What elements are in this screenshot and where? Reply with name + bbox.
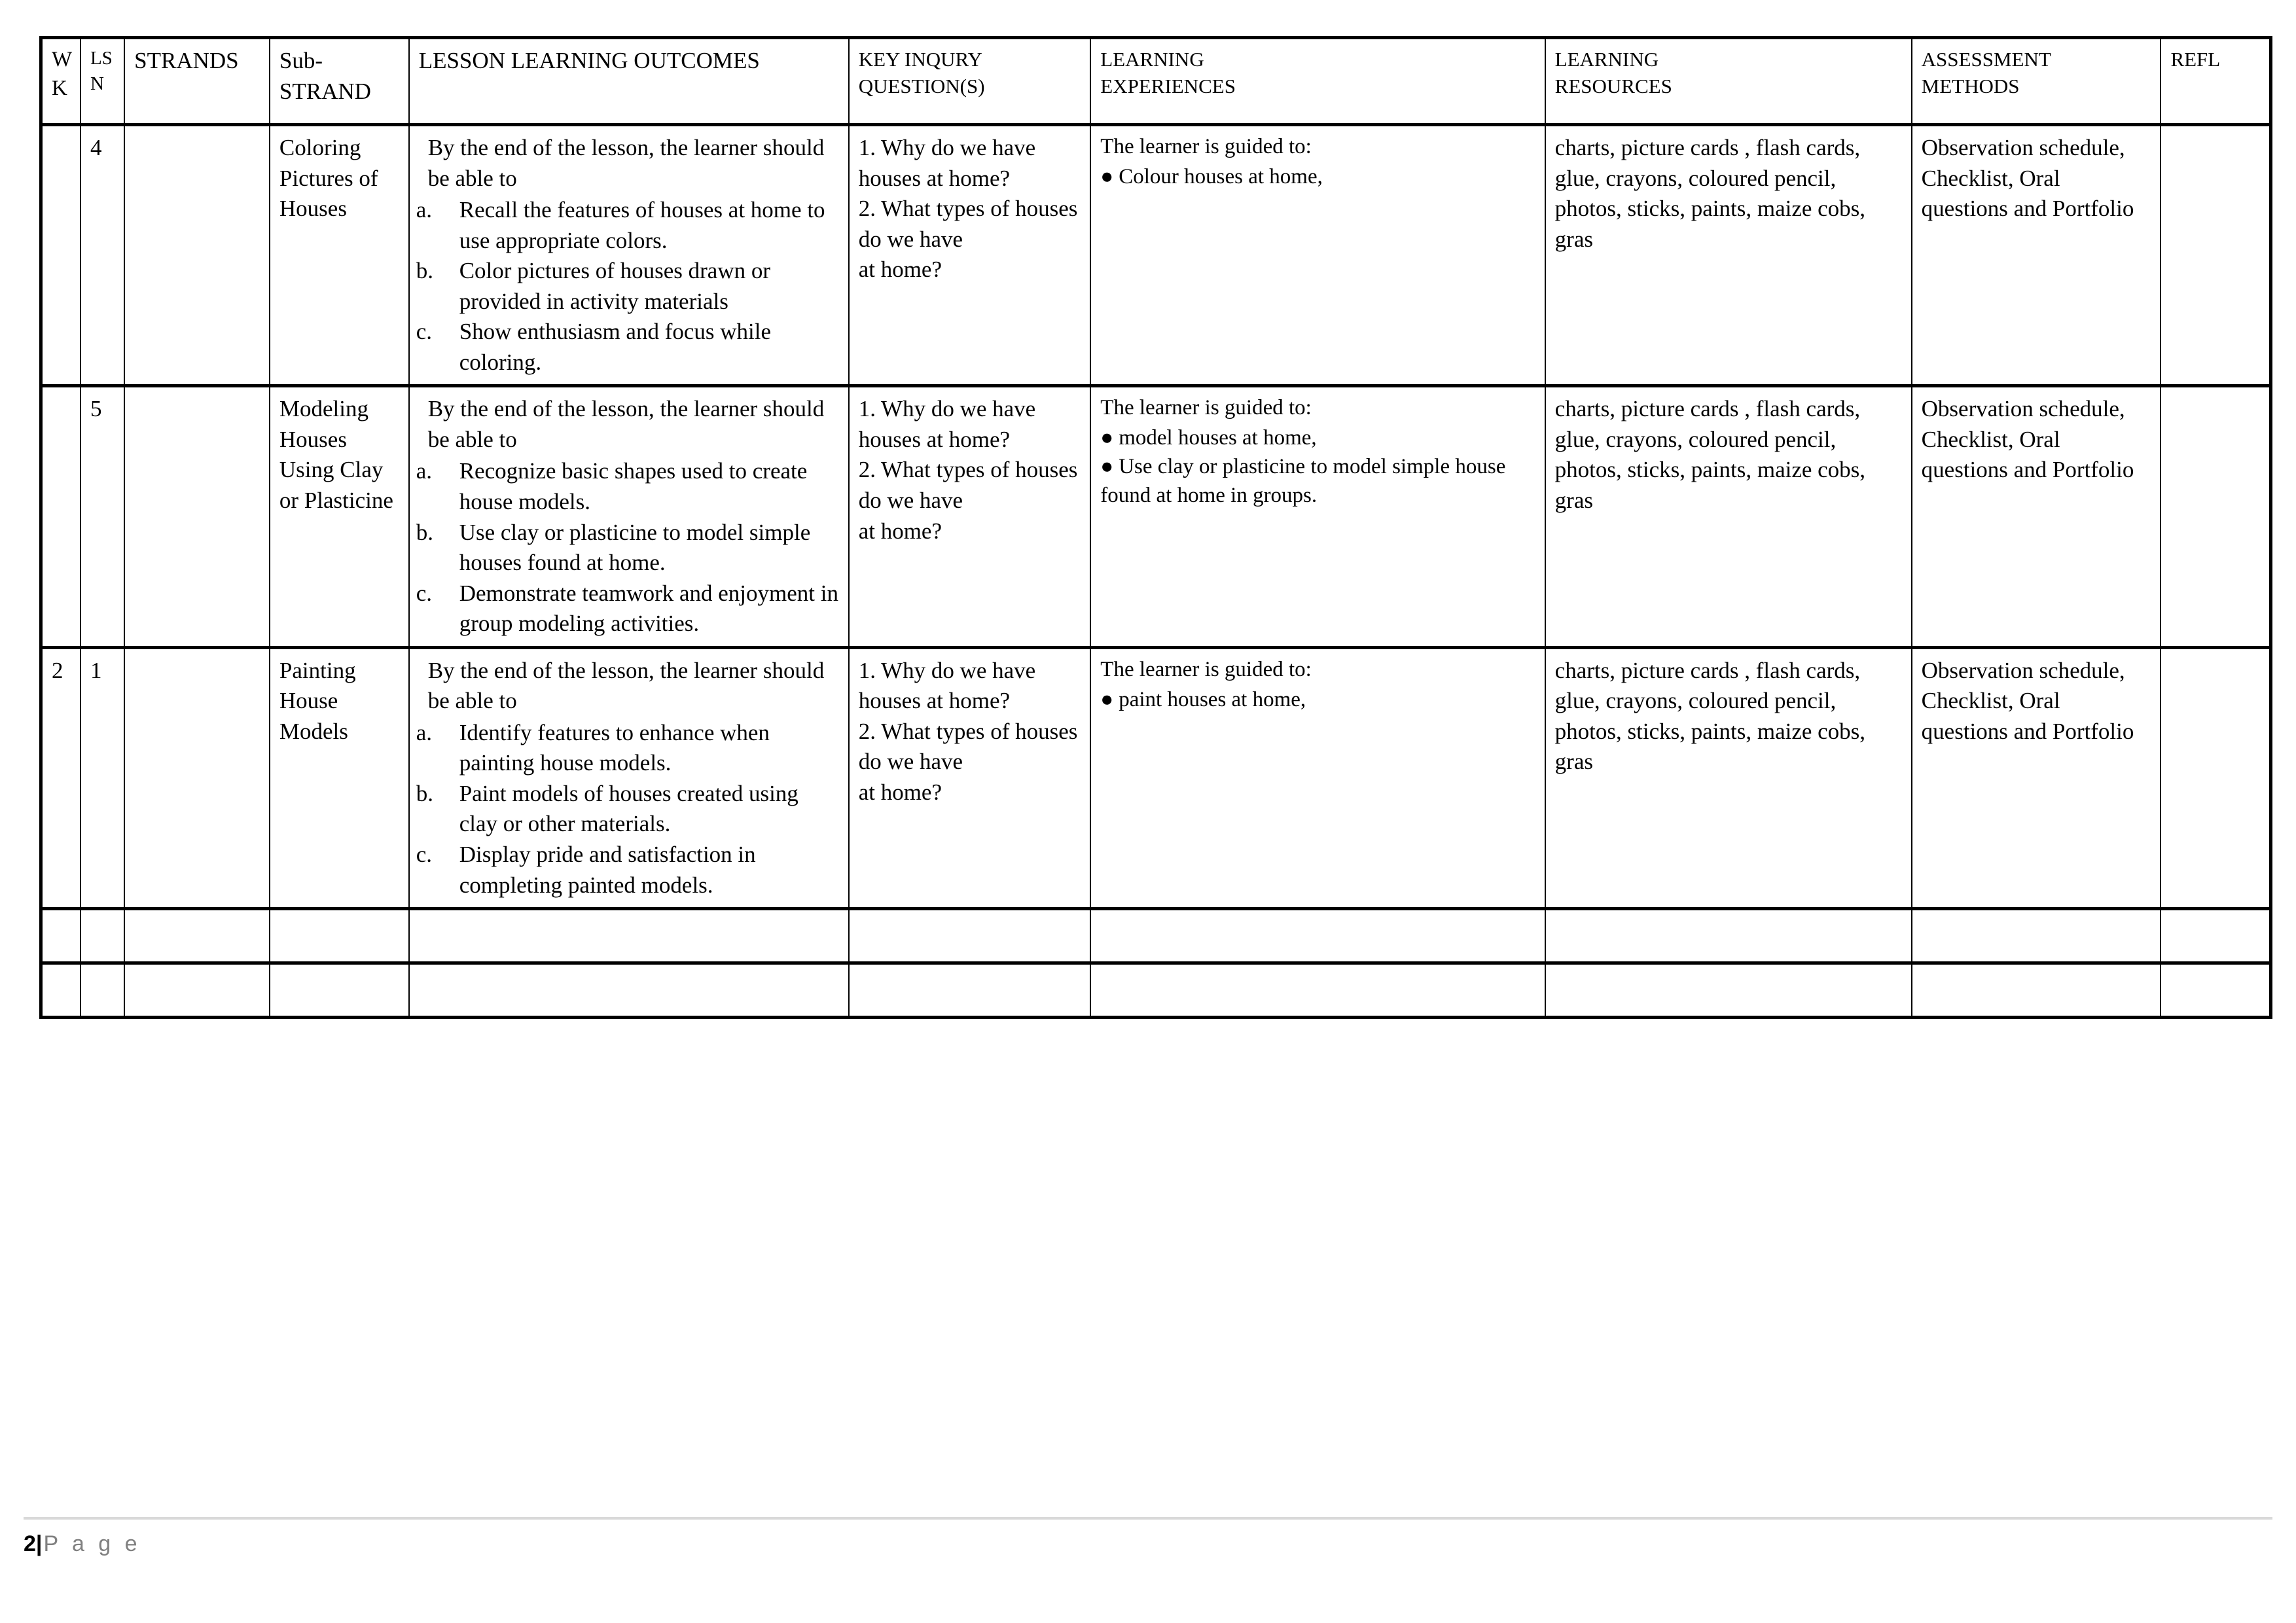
outcome-text: Recognize basic shapes used to create house models. (459, 458, 808, 515)
bullet-icon: ● (1100, 164, 1114, 188)
outcome-text: Identify features to enhance when painting house models. (459, 719, 770, 776)
outcomes-list (416, 456, 840, 639)
cell-empty (124, 963, 270, 1018)
header-exp-line1: LEARNING (1100, 48, 1204, 71)
cell-key-inquiry-questions (849, 647, 1091, 908)
cell-week (41, 125, 81, 386)
outcome-text: Color pictures of houses drawn or provided in activity materials (459, 258, 771, 314)
experience-item (1100, 424, 1536, 453)
assessment-methods-text: Observation schedule, Checklist, Oral questions and Portfolio (1921, 135, 2134, 222)
outcomes-intro: By the end of the lesson, the learner should be able to (427, 657, 825, 714)
cell-empty (41, 909, 81, 963)
cell-empty (1545, 963, 1912, 1018)
sub-strand-text: Painting House Models (279, 657, 356, 744)
header-lesson-learning-outcomes: LESSON LEARNING OUTCOMES (409, 38, 849, 125)
table-row (41, 125, 2271, 386)
table-body (41, 125, 2271, 1018)
outcome-item (416, 256, 840, 317)
table-row (41, 386, 2271, 647)
header-key-inquiry-questions (849, 38, 1091, 125)
outcomes-intro: By the end of the lesson, the learner should be able to (427, 396, 825, 452)
header-row (41, 38, 2271, 125)
header-res-line1: LEARNING (1554, 48, 1659, 71)
cell-empty (124, 909, 270, 963)
experience-item (1100, 453, 1536, 510)
bullet-icon: ● (1100, 426, 1114, 450)
outcome-text: Paint models of houses created using clay or other materials. (459, 780, 798, 837)
outcome-text: Recall the features of houses at home to use appropriate colors. (459, 197, 825, 253)
cell-empty (81, 963, 124, 1018)
page-footer (24, 1531, 141, 1557)
key-inquiry-question: at home? (858, 518, 942, 544)
cell-lesson-number: 5 (81, 386, 124, 647)
header-exp-line2: EXPERIENCES (1100, 75, 1236, 98)
header-lsn-line1: LS (90, 48, 113, 69)
outcome-text: Use clay or plasticine to model simple houses found at home. (459, 519, 811, 576)
key-inquiry-question: 2. What types of houses do we have (858, 718, 1078, 775)
scheme-of-work-table (39, 36, 2272, 1019)
assessment-methods-text: Observation schedule, Checklist, Oral questions and Portfolio (1921, 396, 2134, 483)
outcome-item (416, 579, 840, 639)
cell-learning-resources (1545, 647, 1912, 908)
learning-resources-text: charts, picture cards , flash cards, glue, crayons, coloured pencil, photos, sticks, paints, maize cobs, gras (1554, 657, 1866, 775)
key-inquiry-question: at home? (858, 257, 942, 283)
key-inquiry-question: at home? (858, 779, 942, 805)
key-inquiry-question: 1. Why do we have houses at home? (858, 396, 1036, 452)
cell-sub-strand (270, 386, 409, 647)
header-assessment-methods (1912, 38, 2161, 125)
cell-empty (81, 909, 124, 963)
cell-empty (849, 963, 1091, 1018)
header-lsn (81, 38, 124, 125)
key-inquiry-question: 1. Why do we have houses at home? (858, 135, 1036, 191)
cell-sub-strand (270, 125, 409, 386)
outcome-marker: b. (416, 780, 433, 806)
outcomes-list (416, 195, 840, 378)
outcome-text: Display pride and satisfaction in completing painted models. (459, 842, 756, 898)
experience-text: Use clay or plasticine to model simple house found at home in groups. (1100, 455, 1506, 507)
footer-divider (24, 1517, 2272, 1520)
cell-strand (124, 386, 270, 647)
cell-empty (270, 909, 409, 963)
outcome-item (416, 456, 840, 517)
header-kiq-line1: KEY INQURY (858, 48, 982, 71)
experience-text: Colour houses at home, (1119, 164, 1323, 188)
outcome-item (416, 195, 840, 256)
cell-empty (1090, 963, 1545, 1018)
experience-text: model houses at home, (1119, 426, 1317, 450)
cell-empty (849, 909, 1091, 963)
header-lsn-line2: N (90, 73, 104, 94)
bullet-icon: ● (1100, 455, 1114, 479)
experience-item (1100, 163, 1536, 192)
header-kiq-line2: QUESTION(S) (858, 75, 985, 98)
cell-empty (1545, 909, 1912, 963)
cell-lesson-number: 1 (81, 647, 124, 908)
cell-learning-experiences (1090, 125, 1545, 386)
cell-empty (2161, 963, 2270, 1018)
cell-learning-outcomes (409, 125, 849, 386)
bullet-icon: ● (1100, 687, 1114, 711)
outcome-marker: a. (416, 197, 432, 223)
cell-strand (124, 647, 270, 908)
cell-empty (1912, 909, 2161, 963)
cell-learning-experiences (1090, 647, 1545, 908)
table-row-empty (41, 909, 2271, 963)
cell-lesson-number: 4 (81, 125, 124, 386)
cell-learning-outcomes (409, 386, 849, 647)
cell-reflection (2161, 386, 2270, 647)
experience-text: paint houses at home, (1119, 687, 1306, 711)
sub-strand-text: Coloring Pictures of Houses (279, 135, 378, 222)
cell-key-inquiry-questions (849, 386, 1091, 647)
experiences-list (1100, 163, 1536, 192)
cell-sub-strand (270, 647, 409, 908)
outcome-item (416, 718, 840, 779)
outcome-marker: a. (416, 719, 432, 745)
outcome-item (416, 317, 840, 378)
header-strands: STRANDS (124, 38, 270, 125)
assessment-methods-text: Observation schedule, Checklist, Oral questions and Portfolio (1921, 657, 2134, 744)
experience-item (1100, 686, 1536, 715)
cell-learning-experiences (1090, 386, 1545, 647)
outcome-text: Demonstrate teamwork and enjoyment in group modeling activities. (459, 580, 838, 637)
cell-empty (1090, 909, 1545, 963)
cell-week (41, 386, 81, 647)
outcome-marker: c. (416, 842, 432, 868)
footer-page-number: 2 (24, 1531, 36, 1556)
header-sub-strand: Sub-STRAND (270, 38, 409, 125)
outcome-marker: a. (416, 458, 432, 484)
header-asm-line2: METHODS (1921, 75, 2020, 98)
header-wk-line2: K (52, 76, 67, 100)
experiences-list (1100, 686, 1536, 715)
cell-assessment-methods (1912, 386, 2161, 647)
header-wk-line1: W (52, 48, 73, 71)
outcome-text: Show enthusiasm and focus while coloring. (459, 319, 772, 375)
header-wk (41, 38, 81, 125)
outcomes-intro: By the end of the lesson, the learner should be able to (427, 135, 825, 191)
cell-empty (2161, 909, 2270, 963)
outcome-marker: c. (416, 580, 432, 606)
cell-empty (41, 963, 81, 1018)
cell-empty (409, 963, 849, 1018)
experiences-intro: The learner is guided to: (1100, 657, 1312, 681)
cell-strand (124, 125, 270, 386)
cell-learning-resources (1545, 386, 1912, 647)
cell-week: 2 (41, 647, 81, 908)
experiences-list (1100, 424, 1536, 510)
footer-label: P a g e (43, 1531, 141, 1556)
outcome-item (416, 518, 840, 579)
cell-assessment-methods (1912, 125, 2161, 386)
cell-learning-resources (1545, 125, 1912, 386)
header-learning-resources (1545, 38, 1912, 125)
cell-learning-outcomes (409, 647, 849, 908)
outcome-marker: b. (416, 258, 433, 284)
cell-empty (270, 963, 409, 1018)
key-inquiry-question: 2. What types of houses do we have (858, 457, 1078, 514)
table-header (41, 38, 2271, 125)
cell-assessment-methods (1912, 647, 2161, 908)
outcome-item (416, 779, 840, 840)
experiences-intro: The learner is guided to: (1100, 135, 1312, 158)
key-inquiry-question: 2. What types of houses do we have (858, 196, 1078, 252)
cell-reflection (2161, 647, 2270, 908)
sub-strand-text: Modeling Houses Using Clay or Plasticine (279, 396, 393, 514)
header-res-line2: RESOURCES (1554, 75, 1672, 98)
experiences-intro: The learner is guided to: (1100, 396, 1312, 420)
outcomes-list (416, 718, 840, 901)
header-asm-line1: ASSESSMENT (1921, 48, 2051, 71)
cell-empty (409, 909, 849, 963)
learning-resources-text: charts, picture cards , flash cards, glue, crayons, coloured pencil, photos, sticks, paints, maize cobs, gras (1554, 396, 1866, 514)
cell-reflection (2161, 125, 2270, 386)
table-row (41, 647, 2271, 908)
key-inquiry-question: 1. Why do we have houses at home? (858, 657, 1036, 714)
cell-key-inquiry-questions (849, 125, 1091, 386)
outcome-marker: c. (416, 319, 432, 345)
outcome-item (416, 840, 840, 901)
learning-resources-text: charts, picture cards , flash cards, glue, crayons, coloured pencil, photos, sticks, paints, maize cobs, gras (1554, 135, 1866, 252)
cell-empty (1912, 963, 2161, 1018)
header-learning-experiences (1090, 38, 1545, 125)
header-refl: REFL (2161, 38, 2270, 125)
outcome-marker: b. (416, 519, 433, 545)
table-row-empty (41, 963, 2271, 1018)
footer-separator: | (35, 1531, 44, 1556)
